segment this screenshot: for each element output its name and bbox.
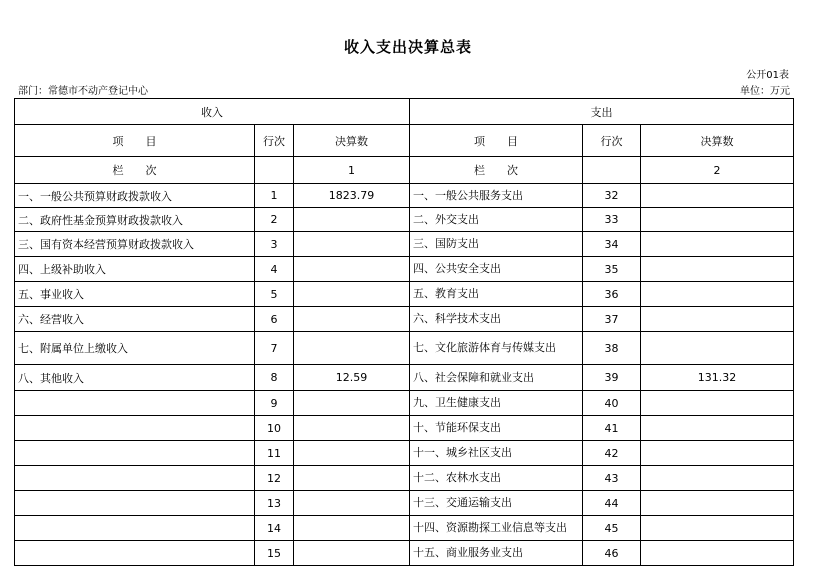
income-item-cell: 一、一般公共预算财政拨款收入 bbox=[15, 184, 255, 208]
expense-amount-cell bbox=[641, 232, 794, 257]
expense-row-no-cell: 35 bbox=[583, 257, 641, 282]
income-item-header: 项 目 bbox=[15, 125, 255, 157]
expense-item-cell: 十五、商业服务业支出 bbox=[410, 541, 583, 566]
income-row-no-cell: 14 bbox=[255, 516, 294, 541]
income-row-no-cell: 2 bbox=[255, 208, 294, 232]
income-row-no-cell: 10 bbox=[255, 416, 294, 441]
expense-amount-cell bbox=[641, 282, 794, 307]
income-row-no-cell: 6 bbox=[255, 307, 294, 332]
form-number: 公开01表 bbox=[746, 70, 789, 81]
income-amount-cell: 12.59 bbox=[294, 365, 410, 391]
expense-item-cell: 九、卫生健康支出 bbox=[410, 391, 583, 416]
table-row bbox=[15, 232, 794, 257]
income-item-cell: 四、上级补助收入 bbox=[15, 257, 255, 282]
income-row-no-cell: 11 bbox=[255, 441, 294, 466]
income-row-no-cell: 8 bbox=[255, 365, 294, 391]
column-index-row bbox=[15, 157, 794, 184]
table-row bbox=[15, 441, 794, 466]
income-row-no-cell: 13 bbox=[255, 491, 294, 516]
expense-row-no-cell: 33 bbox=[583, 208, 641, 232]
table-row bbox=[15, 282, 794, 307]
table-body bbox=[15, 99, 794, 566]
expense-item-cell: 十一、城乡社区支出 bbox=[410, 441, 583, 466]
expense-item-cell: 一、一般公共服务支出 bbox=[410, 184, 583, 208]
income-item-cell bbox=[15, 516, 255, 541]
table-row bbox=[15, 416, 794, 441]
expense-amount-cell bbox=[641, 516, 794, 541]
expense-item-cell: 六、科学技术支出 bbox=[410, 307, 583, 332]
income-row-no-cell: 3 bbox=[255, 232, 294, 257]
income-amount-cell bbox=[294, 282, 410, 307]
income-item-cell: 五、事业收入 bbox=[15, 282, 255, 307]
income-row-no-cell: 9 bbox=[255, 391, 294, 416]
income-amount-cell bbox=[294, 307, 410, 332]
expense-row-no-header: 行次 bbox=[583, 125, 641, 157]
income-row-no-cell: 12 bbox=[255, 466, 294, 491]
income-item-cell bbox=[15, 541, 255, 566]
income-amount-cell bbox=[294, 416, 410, 441]
department-label: 部门：常德市不动产登记中心 bbox=[18, 86, 148, 97]
group-header-row bbox=[15, 99, 794, 125]
income-expense-table bbox=[14, 98, 794, 566]
table-row bbox=[15, 391, 794, 416]
expense-row-no-cell: 46 bbox=[583, 541, 641, 566]
income-item-cell bbox=[15, 491, 255, 516]
income-item-cell: 七、附属单位上缴收入 bbox=[15, 332, 255, 365]
expense-item-cell: 三、国防支出 bbox=[410, 232, 583, 257]
income-item-cell bbox=[15, 466, 255, 491]
income-column-number: 1 bbox=[294, 157, 410, 184]
expense-amount-cell bbox=[641, 391, 794, 416]
income-item-cell bbox=[15, 416, 255, 441]
income-amount-cell bbox=[294, 466, 410, 491]
income-item-cell: 二、政府性基金预算财政拨款收入 bbox=[15, 208, 255, 232]
income-row-no-header: 行次 bbox=[255, 125, 294, 157]
expense-row-no-cell: 44 bbox=[583, 491, 641, 516]
income-row-no-cell: 5 bbox=[255, 282, 294, 307]
income-amount-cell bbox=[294, 541, 410, 566]
income-item-cell bbox=[15, 441, 255, 466]
income-item-cell: 八、其他收入 bbox=[15, 365, 255, 391]
table-row bbox=[15, 184, 794, 208]
income-item-cell bbox=[15, 391, 255, 416]
income-amount-cell bbox=[294, 208, 410, 232]
expense-row-no-cell: 41 bbox=[583, 416, 641, 441]
expense-row-no-cell: 45 bbox=[583, 516, 641, 541]
expense-column-index-blank bbox=[583, 157, 641, 184]
income-row-no-cell: 4 bbox=[255, 257, 294, 282]
expense-amount-header: 决算数 bbox=[641, 125, 794, 157]
income-amount-cell bbox=[294, 257, 410, 282]
expense-row-no-cell: 36 bbox=[583, 282, 641, 307]
income-amount-cell bbox=[294, 491, 410, 516]
table-row bbox=[15, 208, 794, 232]
expense-amount-cell bbox=[641, 208, 794, 232]
income-column-index-blank bbox=[255, 157, 294, 184]
expense-amount-cell: 131.32 bbox=[641, 365, 794, 391]
income-item-cell: 三、国有资本经营预算财政拨款收入 bbox=[15, 232, 255, 257]
expense-group-header: 支出 bbox=[410, 99, 794, 125]
income-column-label: 栏 次 bbox=[15, 157, 255, 184]
expense-amount-cell bbox=[641, 416, 794, 441]
expense-amount-cell bbox=[641, 257, 794, 282]
expense-row-no-cell: 43 bbox=[583, 466, 641, 491]
expense-item-header: 项 目 bbox=[410, 125, 583, 157]
expense-item-cell: 十四、资源勘探工业信息等支出 bbox=[410, 516, 583, 541]
expense-amount-cell bbox=[641, 541, 794, 566]
expense-item-cell: 四、公共安全支出 bbox=[410, 257, 583, 282]
expense-row-no-cell: 42 bbox=[583, 441, 641, 466]
column-header-row bbox=[15, 125, 794, 157]
table-row bbox=[15, 257, 794, 282]
expense-item-cell: 十、节能环保支出 bbox=[410, 416, 583, 441]
expense-column-label: 栏 次 bbox=[410, 157, 583, 184]
expense-row-no-cell: 39 bbox=[583, 365, 641, 391]
income-item-cell: 六、经营收入 bbox=[15, 307, 255, 332]
expense-item-cell: 二、外交支出 bbox=[410, 208, 583, 232]
expense-amount-cell bbox=[641, 332, 794, 365]
table-row bbox=[15, 466, 794, 491]
income-amount-header: 决算数 bbox=[294, 125, 410, 157]
expense-item-cell: 八、社会保障和就业支出 bbox=[410, 365, 583, 391]
expense-amount-cell bbox=[641, 466, 794, 491]
table-row bbox=[15, 332, 794, 365]
income-amount-cell: 1823.79 bbox=[294, 184, 410, 208]
income-amount-cell bbox=[294, 232, 410, 257]
table-row bbox=[15, 365, 794, 391]
income-row-no-cell: 1 bbox=[255, 184, 294, 208]
income-amount-cell bbox=[294, 516, 410, 541]
expense-row-no-cell: 40 bbox=[583, 391, 641, 416]
expense-item-cell: 十二、农林水支出 bbox=[410, 466, 583, 491]
expense-amount-cell bbox=[641, 307, 794, 332]
expense-amount-cell bbox=[641, 441, 794, 466]
table-row bbox=[15, 491, 794, 516]
income-amount-cell bbox=[294, 441, 410, 466]
expense-row-no-cell: 32 bbox=[583, 184, 641, 208]
income-group-header: 收入 bbox=[15, 99, 410, 125]
income-row-no-cell: 15 bbox=[255, 541, 294, 566]
expense-item-cell: 十三、交通运输支出 bbox=[410, 491, 583, 516]
income-amount-cell bbox=[294, 391, 410, 416]
table-row bbox=[15, 541, 794, 566]
expense-amount-cell bbox=[641, 184, 794, 208]
expense-row-no-cell: 38 bbox=[583, 332, 641, 365]
report-title: 收入支出决算总表 bbox=[343, 38, 472, 56]
expense-item-cell: 七、文化旅游体育与传媒支出 bbox=[410, 332, 583, 365]
expense-amount-cell bbox=[641, 491, 794, 516]
expense-row-no-cell: 34 bbox=[583, 232, 641, 257]
table-row bbox=[15, 307, 794, 332]
income-row-no-cell: 7 bbox=[255, 332, 294, 365]
table-row bbox=[15, 516, 794, 541]
expense-item-cell: 五、教育支出 bbox=[410, 282, 583, 307]
expense-row-no-cell: 37 bbox=[583, 307, 641, 332]
expense-column-number: 2 bbox=[641, 157, 794, 184]
income-amount-cell bbox=[294, 332, 410, 365]
unit-label: 单位：万元 bbox=[740, 86, 790, 97]
